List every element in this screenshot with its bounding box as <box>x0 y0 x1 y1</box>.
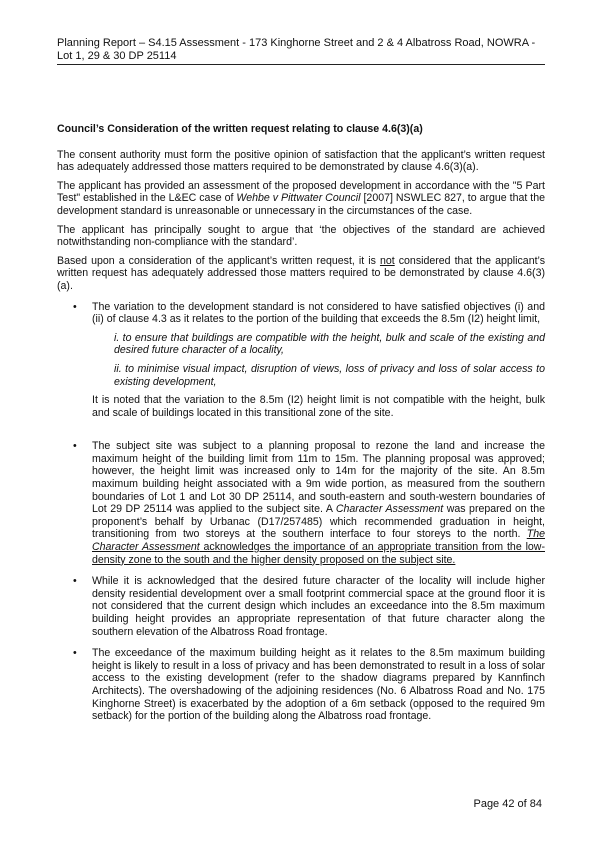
paragraph-3: The applicant has principally sought to argue that ‘the objectives of the standard are achieved notwithstanding non-compliance with the standard’. <box>57 223 545 249</box>
bullet-icon: • <box>73 440 77 453</box>
bullet-item-3 <box>57 575 545 638</box>
bullet-4-text: The exceedance of the maximum building height as it relates to the 8.5m maximum building height is likely to result in a loss of privacy and has been demonstrated to result in a loss of solar access to the existing development (refer to the shadow diagrams prepared by Kannfinch Architects). The overshadowing of the adjoining residences (No. 6 Albatross Road and No. 175 Kinghorne Street) is exacerbated by the adoption of a 6m setback (opposed to the required 9m setback) for the portion of the building along the Albatross road frontage. <box>92 647 545 723</box>
bullet-2-underlined-rest: acknowledges the importance of an appropriate transition from the low-density zone to the south and the higher density proposed on the subject site. <box>92 541 545 566</box>
paragraph-2 <box>57 180 545 218</box>
report-body <box>57 123 545 732</box>
paragraph-1: The consent authority must form the positive opinion of satisfaction that the applicant’s written request has adequately addressed those matters required to be demonstrated by clause 4.6(3)(a). <box>57 148 545 174</box>
section-heading: Council’s Consideration of the written request relating to clause 4.6(3)(a) <box>57 123 423 135</box>
bullet-2-part-a: The subject site was subject to a planning proposal to rezone the land and increase the maximum height of the building limit from 11m to 15m. The planning proposal was approved; however, the height limit was increased only to 14m for the majority of the site. An 8.5m maximum building height associated with a 9m wide portion, as measured from the southern boundaries of Lot 1 and Lot 30 DP 25114, and south-eastern and south-western boundaries of Lot 29 DP 25114 was applied to the subject site. A <box>92 440 545 516</box>
bullet-icon: • <box>73 647 77 660</box>
case-name: Wehbe v Pittwater Council <box>236 192 361 205</box>
bullet-icon: • <box>73 575 77 588</box>
paragraph-4 <box>57 255 545 293</box>
bullet-item-1 <box>57 301 545 432</box>
bullet-2-text <box>92 440 545 566</box>
bullet-item-2 <box>57 440 545 566</box>
header-line-1: Planning Report – S4.15 Assessment - 173 Kinghorne Street and 2 & 4 Albatross Road, NOWRA - <box>57 37 536 49</box>
paragraph-4-part-a: Based upon a consideration of the applicant’s written request, it is <box>57 254 380 267</box>
page-header <box>57 37 545 63</box>
bullet-item-4 <box>57 647 545 723</box>
objective-quote-2: ii. to minimise visual impact, disruption of views, loss of privacy and loss of solar access to existing development, <box>114 362 545 388</box>
bullet-1-text: The variation to the development standard is not considered to have satisfied objectives (i) and (ii) of clause 4.3 as it relates to the portion of the building that exceeds the 8.5m (I2) height limit, <box>92 300 545 326</box>
bullet-1-after: It is noted that the variation to the 8.5m (I2) height limit is not compatible with the height, bulk and scale of buildings located in this transitional zone of the site. <box>92 394 545 419</box>
bullet-2-part-b: was prepared on the proponent’s behalf by Urbanac (D17/257485) which recommended graduation in height, transitioning from two storeys at the southern interface to four storeys to the north. <box>92 503 546 541</box>
header-line-2: Lot 1, 29 & 30 DP 25114 <box>57 50 177 62</box>
paragraph-2-part-a: The applicant has provided an assessment of the proposed development in accordance with the "5 Part Test" established in the L&EC case of <box>57 179 545 205</box>
paragraph-2-part-b: [2007] NSWLEC 827, to argue that the development standard is unreasonable or unnecessary in the circumstances of the case. <box>57 192 545 217</box>
bullet-3-text: While it is acknowledged that the desired future character of the locality will include higher density residential development over a small footprint commercial space at the ground floor it is not considered that the current design which includes an exceedance into the 8.5m maximum building height provides an appropriate representation of that future character along the southern elevation of the Albatross Road frontage. <box>92 575 545 638</box>
bullet-list <box>57 301 545 723</box>
page-number: Page 42 of 84 <box>473 798 542 810</box>
character-assessment-italic: Character Assessment <box>335 503 444 516</box>
header-divider <box>57 64 545 65</box>
paragraph-4-part-b: considered that the applicant’s written request has adequately addressed those matters required to be demonstrated by clause 4.6(3)(a). <box>57 254 545 292</box>
objective-quote-1: i. to ensure that buildings are compatible with the height, bulk and scale of the existing and desired future character of a locality, <box>114 331 545 357</box>
bullet-icon: • <box>73 300 77 313</box>
character-assessment-underlined: The Character Assessment <box>92 528 545 554</box>
emphasis-not: not <box>379 254 395 267</box>
